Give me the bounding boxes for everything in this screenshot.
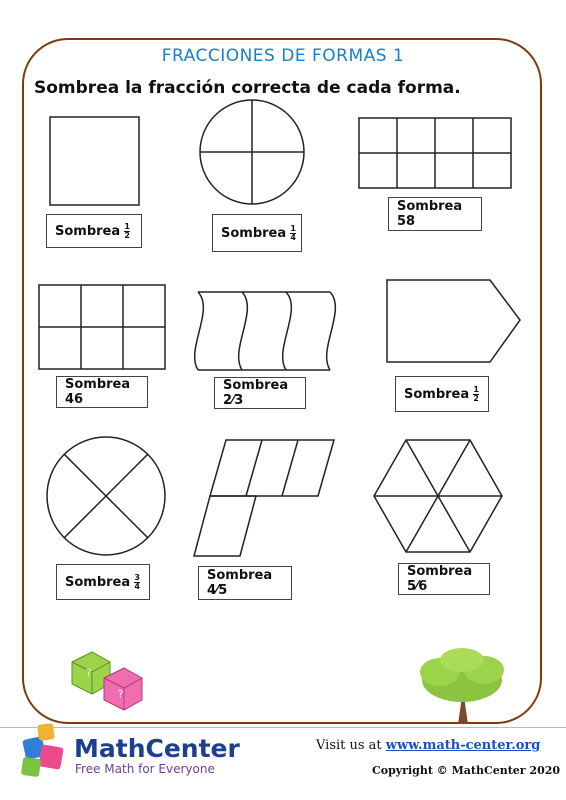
mathcenter-logo-icon (21, 723, 64, 777)
hexagon-sixths-shape (374, 440, 502, 552)
fraction: $\frac{3}{4}$ (134, 572, 140, 591)
copyright-text: Copyright © MathCenter 2020 (372, 764, 561, 777)
footer-divider (0, 727, 566, 728)
website-link[interactable]: www.math-center.org (385, 738, 541, 753)
brand-name: MathCenter (74, 734, 240, 763)
svg-text:?: ? (118, 689, 124, 700)
label-wavy-thirds: Sombrea 2⁄3 (214, 377, 306, 409)
dice-illustration (72, 652, 142, 710)
brand-tagline: Free Math for Everyone (75, 762, 215, 776)
square-shape (50, 117, 139, 205)
label-hexagon: Sombrea 5⁄6 (398, 563, 490, 595)
fraction: $\frac{1}{2}$ (124, 221, 130, 240)
svg-text:?: ? (86, 668, 92, 679)
rect-grid-8-shape (359, 118, 511, 188)
circle-x-shape (47, 437, 165, 555)
label-parallelogram: Sombrea 4⁄5 (198, 566, 292, 600)
pentagon-arrow-shape (387, 280, 520, 362)
wavy-thirds-shape (195, 292, 336, 370)
visit-line: Visit us at www.math-center.org (316, 738, 541, 753)
instruction-text: Sombrea la fracción correcta de cada forma. (34, 78, 461, 98)
label-pentagon: Sombrea $\frac{1}{2}$ (395, 376, 489, 412)
label-circle-quarters: Sombrea $\frac{1}{4}$ (212, 214, 302, 252)
label-rect-grid-6: Sombrea 46 (56, 376, 148, 408)
label-square: Sombrea $\frac{1}{2}$ (46, 214, 142, 248)
parallelogram-fifths-shape (194, 440, 334, 556)
rect-grid-6-shape (39, 285, 165, 369)
circle-quarters-shape (200, 100, 304, 204)
fraction: $\frac{1}{2}$ (473, 384, 479, 403)
label-circle-x: Sombrea $\frac{3}{4}$ (56, 564, 150, 600)
worksheet-title: FRACCIONES DE FORMAS 1 (161, 46, 405, 66)
tree-illustration (420, 648, 504, 724)
label-rect-grid-8: Sombrea 58 (388, 197, 482, 231)
fraction: $\frac{1}{4}$ (290, 223, 296, 242)
